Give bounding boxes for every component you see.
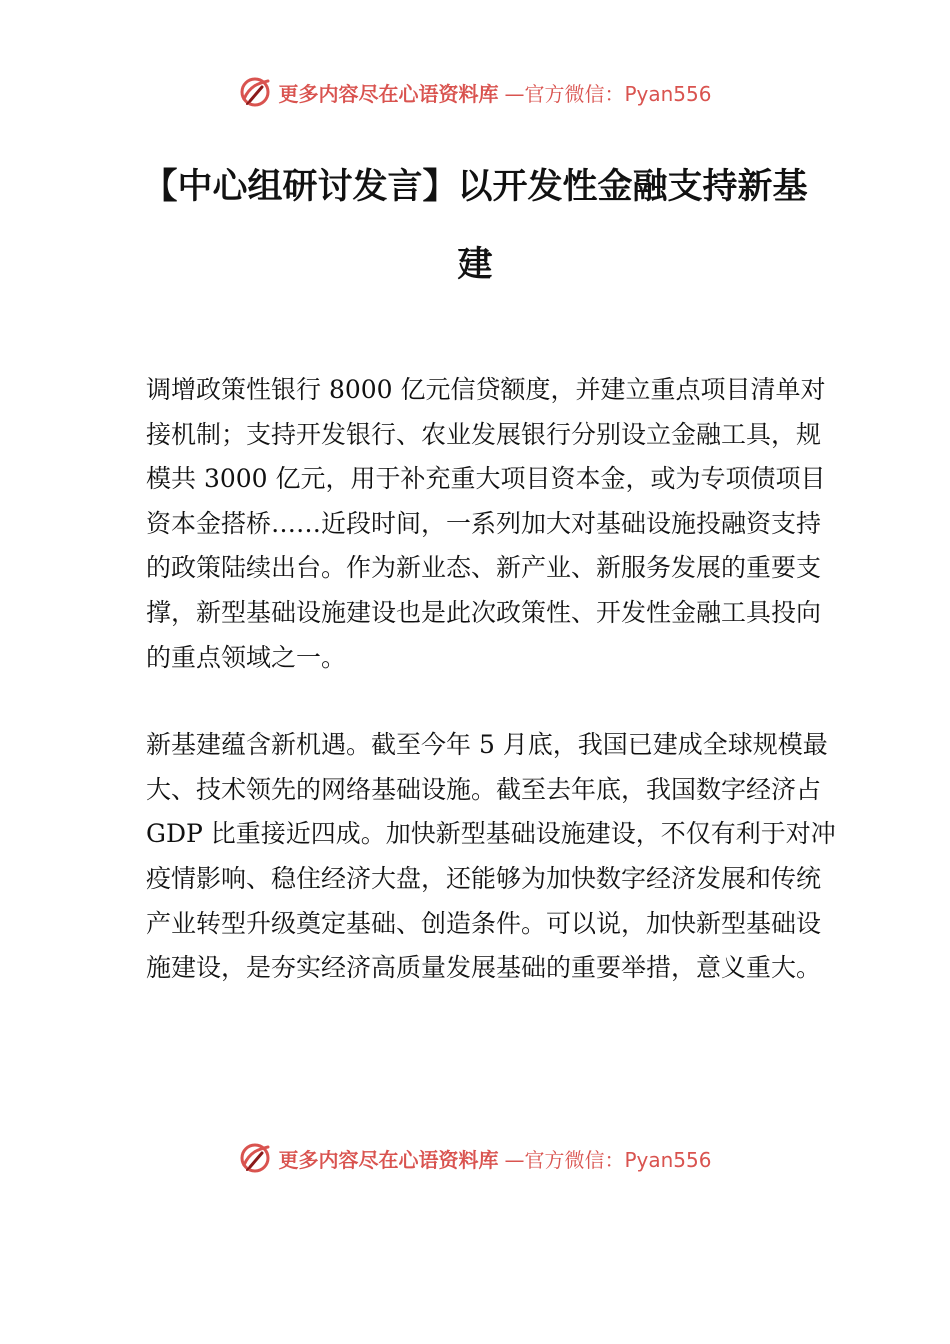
pen-seal-logo-icon <box>238 1141 272 1175</box>
banner-promo-text: 更多内容尽在心语资料库 <box>278 1147 499 1172</box>
banner-contact-text: —官方微信：Pyan556 <box>504 1147 712 1172</box>
banner-promo-text: 更多内容尽在心语资料库 <box>278 81 499 106</box>
document-body <box>146 368 836 1034</box>
footer-banner <box>0 1138 950 1178</box>
header-banner <box>0 72 950 112</box>
document-title: 【中心组研讨发言】以开发性金融支持新基建 <box>142 167 808 285</box>
body-paragraph: 调增政策性银行 8000 亿元信贷额度，并建立重点项目清单对接机制；支持开发银行、农业发展银行分别设立金融工具，规模共 3000 亿元，用于补充重大项目资本金，或为专项债项目资本金搭桥……近段时间，一系列加大对基础设施投融资支持的政策陆续出台。作为新业态、新产业、新服务发展的重要支撑，新型基础设施建设也是此次政策性、开发性金融工具投向的重点领域之一。 <box>146 375 826 672</box>
banner-contact-text: —官方微信：Pyan556 <box>504 81 712 106</box>
pen-seal-logo-icon <box>238 75 272 109</box>
body-paragraph: 新基建蕴含新机遇。截至今年 5 月底，我国已建成全球规模最大、技术领先的网络基础设施。截至去年底，我国数字经济占 GDP 比重接近四成。加快新型基础设施建设，不仅有利于对冲疫情影响、稳住经济大盘，还能够为加快数字经济发展和传统产业转型升级奠定基础、创造条件。可以说，加快新型基础设施建设，是夯实经济高质量发展基础的重要举措，意义重大。 <box>146 730 836 983</box>
